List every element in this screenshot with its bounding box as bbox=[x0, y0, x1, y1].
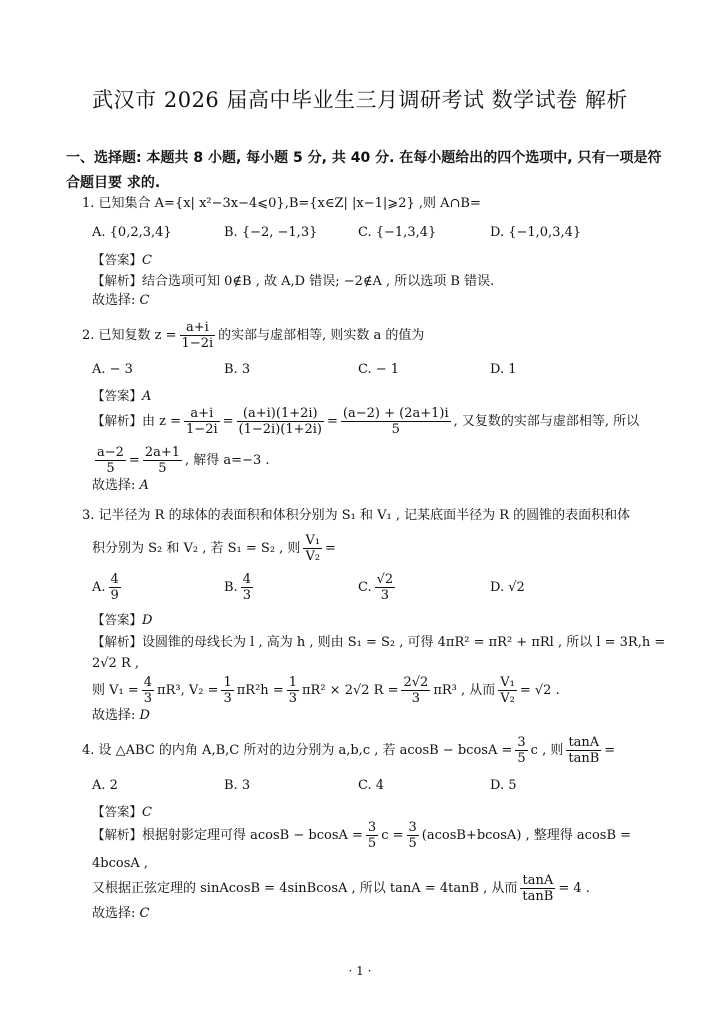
q4-option-d: D. 5 bbox=[490, 778, 517, 793]
q2-option-d: D. 1 bbox=[490, 362, 517, 377]
q2-analysis-line1: 【解析】由 z = $\frac{a+i}{1-2i}$ = $\frac{(a+i)(1+2i)}{(1-2i)(1+2i)}$ = $\frac{(a-2) + (2a+1)i}{5}$ , 又复数的实部与虚部相等, 所以 bbox=[92, 406, 640, 437]
q1-answer: 【答案】C bbox=[92, 252, 152, 268]
q2-option-a: A. − 3 bbox=[92, 362, 133, 377]
q1-stem: 1. 已知集合 A={x| x²−3x−4⩽0},B={x∈Z| |x−1|⩾2} ,则 A∩B= bbox=[82, 196, 481, 211]
q4-option-c: C. 4 bbox=[358, 778, 385, 793]
q3-stem-line2: 积分别为 S₂ 和 V₂ , 若 S₁ = S₂ , 则 $\frac{\text{V₁}}{\text{V₂}}$ = bbox=[92, 533, 336, 564]
q4-choose: 故选择: C bbox=[92, 906, 150, 921]
q1-option-c: C. {−1,3,4} bbox=[358, 225, 437, 240]
q3-analysis-line1: 【解析】设圆锥的母线长为 l , 高为 h , 则由 S₁ = S₂ , 可得 4πR² = πR² + πRl , 所以 l = 3R,h = bbox=[92, 634, 666, 650]
q2-choose: 故选择: A bbox=[92, 478, 149, 493]
q3-choose: 故选择: D bbox=[92, 708, 150, 723]
q2-stem: 2. 已知复数 z = $\frac{a+i}{1-2i}$ 的实部与虚部相等, 则实数 a 的值为 bbox=[82, 320, 425, 351]
q3-answer: 【答案】D bbox=[92, 612, 153, 628]
q3-option-d: D. √2 bbox=[490, 580, 525, 595]
q1-option-d: D. {−1,0,3,4} bbox=[490, 225, 582, 240]
q4-option-a: A. 2 bbox=[92, 778, 118, 793]
page-title: 武汉市 2026 届高中毕业生三月调研考试 数学试卷 解析 bbox=[92, 88, 628, 112]
q2-option-c: C. − 1 bbox=[358, 362, 400, 377]
q1-analysis: 【解析】结合选项可知 0∉B , 故 A,D 错误; −2∉A , 所以选项 B 错误. bbox=[92, 273, 495, 289]
q3-analysis-line2: 2√2 R , bbox=[92, 656, 140, 671]
q1-option-a: A. {0,2,3,4} bbox=[92, 225, 172, 240]
q1-choose: 故选择: C bbox=[92, 293, 150, 308]
q3-option-b: B. $\frac{4}{3}$ bbox=[224, 572, 251, 603]
q4-analysis-line1: 【解析】根据射影定理可得 acosB − bcosA = $\frac{3}{5}$ c = $\frac{3}{5}$ (acosB+bcosA) , 整理得 acosB = bbox=[92, 820, 632, 851]
q2-analysis-line2: $\frac{a-2}{5}$ = $\frac{2a+1}{5}$ , 解得 a=−3 . bbox=[97, 445, 270, 476]
q4-analysis-line2: 4bcosA , bbox=[92, 856, 149, 871]
q3-analysis-line3: 则 V₁ = $\frac{4}{3}$ πR³, V₂ = $\frac{1}{3}$ πR²h = $\frac{1}{3}$ πR² × 2√2 R = $\frac{2√2}{3}$ πR³ , 从而 $\frac{\text{V₁}}{\text{V₂}}$ = √2 . bbox=[92, 675, 560, 706]
page-number: · 1 · bbox=[348, 964, 372, 978]
q4-option-b: B. 3 bbox=[224, 778, 251, 793]
q3-stem-line1: 3. 记半径为 R 的球体的表面积和体积分别为 S₁ 和 V₁ , 记某底面半径为 R 的圆锥的表面积和体 bbox=[82, 508, 631, 523]
q2-answer: 【答案】A bbox=[92, 388, 152, 404]
q3-option-a: A. $\frac{4}{9}$ bbox=[92, 572, 119, 603]
section-heading: 一、选择题: 本题共 8 小题, 每小题 5 分, 共 40 分. 在每小题给出的四个选项中, 只有一项是符合题目要 求的. bbox=[66, 150, 662, 191]
q4-stem: 4. 设 △ABC 的内角 A,B,C 所对的边分别为 a,b,c , 若 acosB − bcosA = $\frac{3}{5}$ c , 则 $\frac{\tan A}{\tan B}$ = bbox=[82, 735, 616, 766]
q3-option-c: C. $\frac{√2}{3}$ bbox=[358, 572, 394, 603]
q4-answer: 【答案】C bbox=[92, 804, 152, 820]
q1-option-b: B. {−2, −1,3} bbox=[224, 225, 318, 240]
q2-option-b: B. 3 bbox=[224, 362, 251, 377]
q4-analysis-line3: 又根据正弦定理的 sinAcosB = 4sinBcosA , 所以 tanA = 4tanB , 从而 $\frac{\tan A}{\tan B}$ = 4 . bbox=[92, 873, 590, 904]
